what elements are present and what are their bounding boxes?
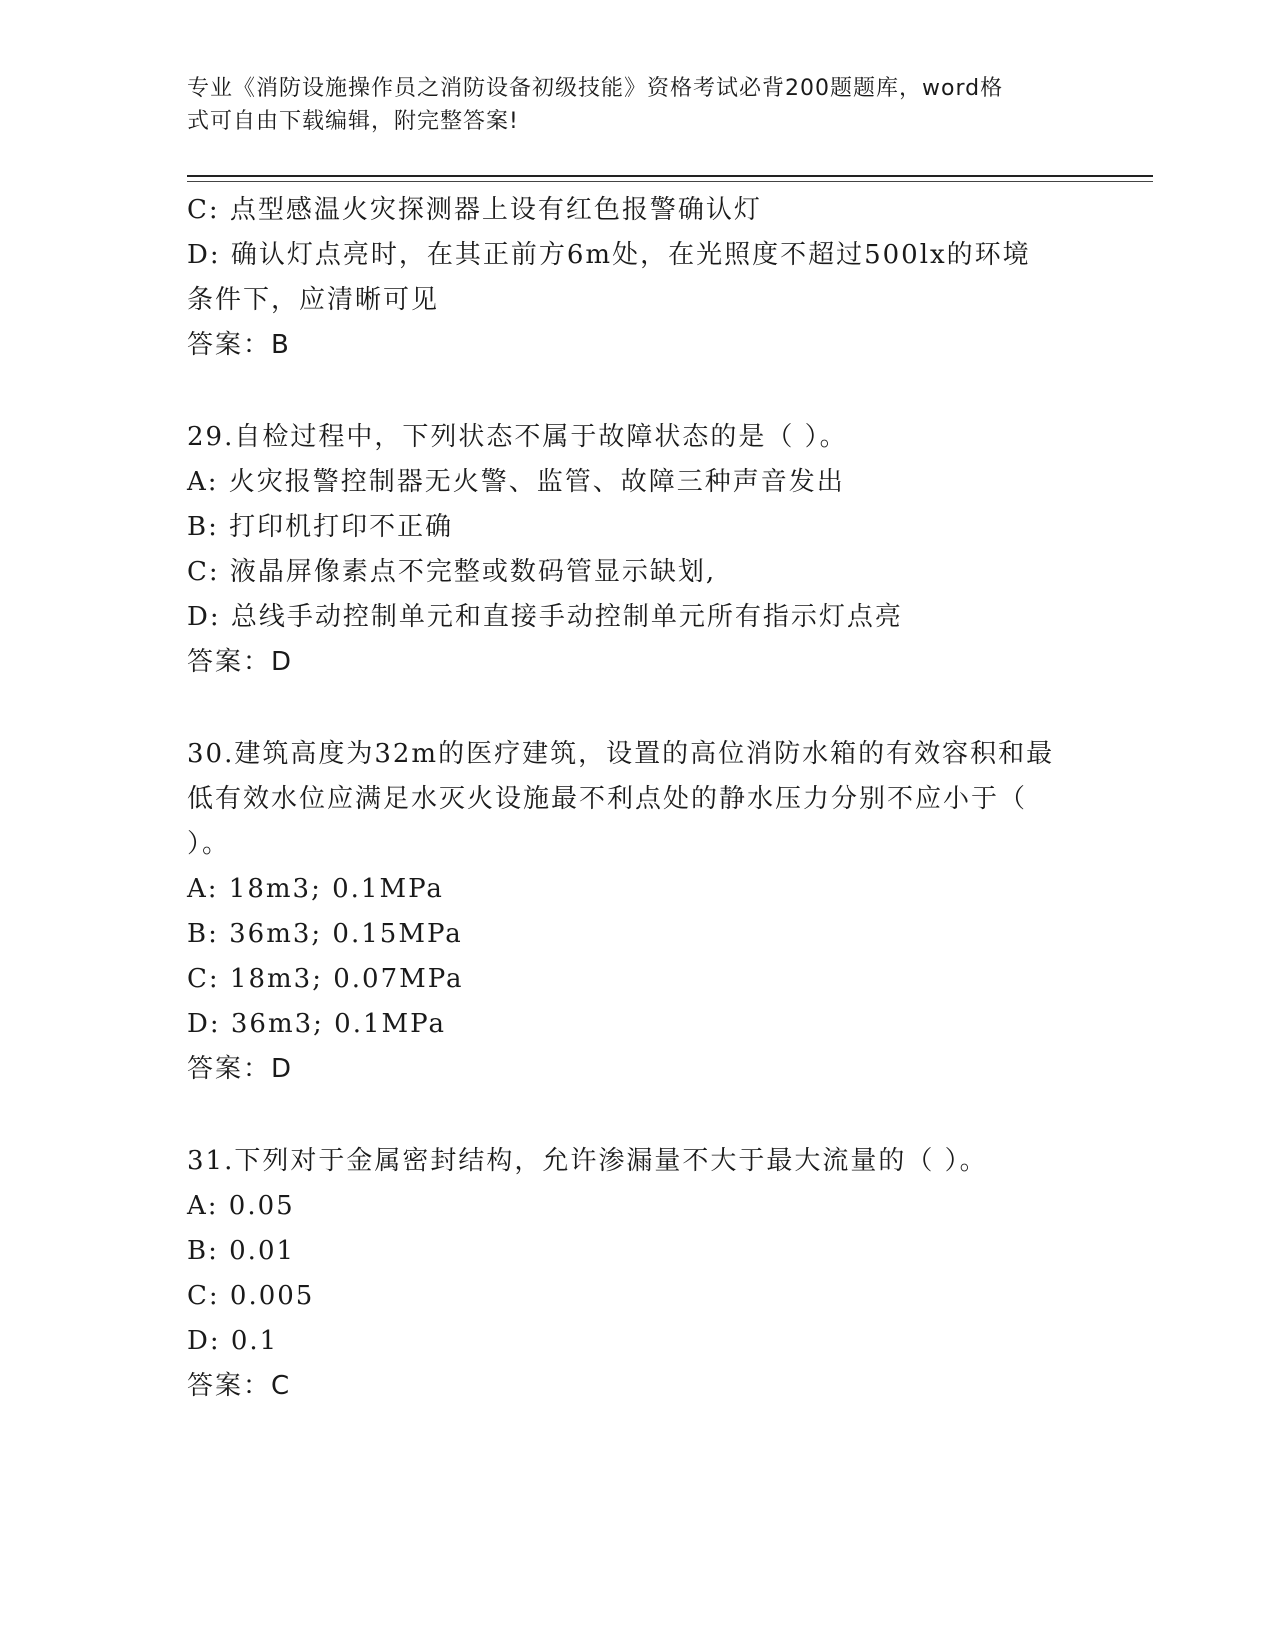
option-c: C: 点型感温火灾探测器上设有红色报警确认灯	[187, 195, 762, 225]
option-d: D: 总线手动控制单元和直接手动控制单元所有指示灯点亮	[187, 602, 903, 632]
option-c: C: 0.005	[187, 1281, 315, 1311]
spacer	[187, 1092, 1087, 1139]
answer: 答案：B	[187, 330, 291, 360]
question-30	[187, 732, 1087, 1092]
question-content	[187, 188, 1087, 1409]
header-divider-thick	[187, 175, 1153, 177]
option-b: B: 0.01	[187, 1236, 296, 1266]
header-line-2: 式可自由下载编辑，附完整答案!	[187, 109, 519, 134]
spacer	[187, 685, 1087, 732]
option-d-line-2: 条件下，应清晰可见	[187, 285, 440, 315]
option-b: B: 36m3; 0.15MPa	[187, 919, 463, 949]
previous-question-tail	[187, 188, 1087, 368]
page-header	[187, 72, 1067, 138]
answer: 答案：D	[187, 1054, 294, 1084]
question-29	[187, 415, 1087, 685]
question-31	[187, 1139, 1087, 1409]
option-b: B: 打印机打印不正确	[187, 512, 454, 542]
option-d: D: 0.1	[187, 1326, 279, 1356]
option-a: A: 火灾报警控制器无火警、监管、故障三种声音发出	[187, 467, 845, 497]
question-stem: 31.下列对于金属密封结构，允许渗漏量不大于最大流量的（ ）。	[187, 1146, 988, 1176]
question-stem-line-3: ）。	[187, 829, 231, 859]
header-divider-thin	[187, 181, 1153, 182]
spacer	[187, 368, 1087, 415]
header-line-1: 专业《消防设施操作员之消防设备初级技能》资格考试必背200题题库，word格	[187, 76, 1004, 101]
option-c: C: 液晶屏像素点不完整或数码管显示缺划,	[187, 557, 717, 587]
question-stem: 29.自检过程中，下列状态不属于故障状态的是（ ）。	[187, 422, 848, 452]
option-d: D: 36m3; 0.1MPa	[187, 1009, 446, 1039]
option-c: C: 18m3; 0.07MPa	[187, 964, 464, 994]
answer: 答案：C	[187, 1371, 292, 1401]
option-d-line-1: D: 确认灯点亮时，在其正前方6m处，在光照度不超过500lx的环境	[187, 240, 1031, 270]
question-stem-line-2: 低有效水位应满足水灭火设施最不利点处的静水压力分别不应小于（	[187, 784, 1028, 814]
answer: 答案：D	[187, 647, 294, 677]
question-stem-line-1: 30.建筑高度为32m的医疗建筑，设置的高位消防水箱的有效容积和最	[187, 739, 1055, 769]
option-a: A: 0.05	[187, 1191, 295, 1221]
option-a: A: 18m3; 0.1MPa	[187, 874, 444, 904]
